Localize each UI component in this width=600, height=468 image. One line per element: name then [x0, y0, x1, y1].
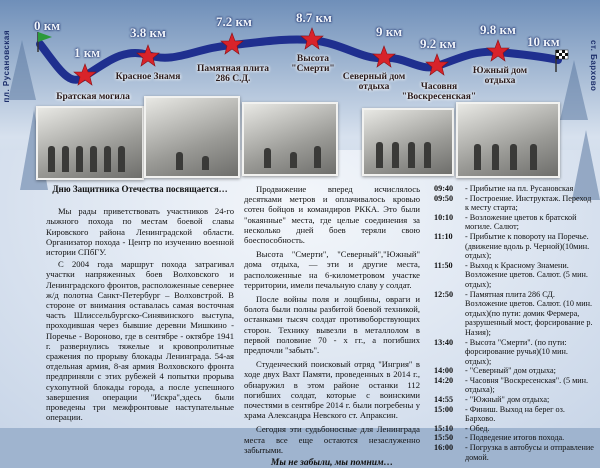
km-mark: 9 км: [376, 24, 403, 39]
place-label: Часовня "Воскресенская": [401, 82, 477, 102]
schedule-time: 09:50: [434, 193, 454, 203]
schedule-row: [434, 443, 596, 462]
schedule-row: [434, 194, 596, 213]
star-icon: [137, 45, 159, 66]
km-mark: 8.7 км: [296, 10, 332, 25]
schedule-text: - Прибытие к повороту на Поречье. (движение вдоль р. Черной)(10мин. отдых);: [465, 231, 590, 261]
star-icon: [426, 54, 448, 75]
middle-paragraph: Сегодня эти судьбоносные для Ленинграда места все еще остаются незаслуженно забытыми.: [244, 424, 420, 455]
star-icon: [487, 40, 509, 61]
historical-photo: [456, 102, 560, 178]
schedule-row: [434, 261, 596, 290]
schedule-time: 11:10: [434, 231, 453, 241]
schedule-row: [434, 433, 596, 443]
schedule-text: - Обед.: [465, 423, 490, 433]
route-start-label: пл. Русановская: [2, 30, 11, 103]
middle-paragraph: После войны поля и лощбины, овраги и болота были полны разбитой боевой техникой, останками тысяч солдат противоборствующих сторон. Технику вывезли в металлолом в первой половине 70 - х гг., а погибших предпочли "забыть".: [244, 294, 420, 356]
schedule-row: [434, 338, 596, 367]
middle-column: [244, 184, 420, 468]
historical-photo: [362, 108, 454, 176]
closing-line: Мы не забыли, мы помним…: [270, 458, 394, 468]
schedule-time: 15:50: [434, 433, 454, 443]
historical-photo: [242, 102, 338, 176]
km-mark: 3.8 км: [130, 25, 166, 40]
schedule-text: - "Северный" дом отдыха;: [465, 366, 556, 376]
historical-photo: [144, 96, 240, 178]
middle-paragraph: Студенческий поисковый отряд "Ингрия" в ходе двух Вахт Памяти, проведенных в 2014 г., обнаружил в этом районе останки 112 погибших солдат, которые с воинскими почестями в сентябре 2014 г. были погребены у храма Александра Невского ст. Апраксин.: [244, 359, 420, 421]
dedication-heading: Дню Защитника Отечества посвящается…: [52, 184, 228, 194]
schedule-text: - Погрузка в автобусы и отправление домой.: [465, 443, 594, 462]
place-label: Братская могила: [56, 92, 130, 102]
schedule-text: - Возложение цветов к братской могиле. Салют;: [465, 212, 577, 232]
schedule-text: - Прибытие на пл. Русановская: [465, 184, 574, 193]
schedule-row: [434, 395, 596, 405]
historical-photo: [36, 106, 144, 180]
left-column: [46, 184, 234, 422]
schedule-time: 14:55: [434, 395, 454, 405]
star-icon: [373, 46, 395, 67]
km-mark: 10 км: [527, 34, 560, 49]
middle-paragraph: Продвижение вперед исчислялось десятками метров и оплачивалось кровью сотен бойцов и командиров РККА. Это были "окаянные" места, где целые соединения за несколько дней боев теряли свою боеспособность.: [244, 184, 420, 246]
place-label: Южный дом отдыха: [472, 66, 528, 86]
place-label: Памятная плита 286 С.Д.: [197, 64, 269, 84]
schedule-text: - Высота "Смерти". (по пути: форсирование ручья)(10 мин. отдых);: [465, 337, 568, 366]
schedule-time: 16:00: [434, 443, 454, 453]
km-mark: 1 км: [74, 45, 101, 60]
schedule-time: 09:40: [434, 184, 454, 193]
place-label: Красное Знамя: [115, 72, 181, 82]
place-label: Северный дом отдыха: [342, 72, 406, 92]
schedule-text: - "Южный" дом отдыха;: [465, 395, 550, 405]
place-label: Высота "Смерти": [291, 54, 335, 74]
schedule-row: [434, 184, 596, 194]
schedule-time: 12:50: [434, 289, 454, 299]
schedule-time: 15:00: [434, 404, 454, 414]
schedule-row: [434, 366, 596, 376]
km-mark: 0 км: [34, 18, 61, 33]
schedule-text: - Финиш. Выход на берег оз. Бархово.: [465, 404, 565, 424]
schedule-time: 10:10: [434, 212, 454, 222]
star-icon: [301, 28, 323, 49]
history-paragraph: С 2004 года маршрут похода затрагивал участки напряженных боев Волховского и Ленинградского фронтов, расположенные севернее ж/д полотна Санкт-Петербург – Волховстрой. В стороне от внимания оставалась самая восточная часть Шлиссельбургско-Синявинского выступа, проходившая через бывшие деревни Мишкино - Поречье - Вороново, где в сентябре - октябре 1941 г. развернулись тяжелые и кровопролитные сражения по прорыву блокады Ленинграда. 54-ая отдельная армия, 8-ая армия Волховского фронта предприняли с этих рубежей 4 попытки прорыва сухопутной блокады города, а после успешного завершения операции "Искра",здесь были проведены три межфронтовые наступательные операции.: [46, 259, 234, 423]
schedule-row: [434, 290, 596, 338]
intro-paragraph: Мы рады приветствовать участников 24-го лыжного похода по местам боевой славы Кировского района Ленинградской области. Организатор похода - Центр по изучению военной истории СПбГУ.: [46, 206, 234, 258]
km-mark: 9.8 км: [480, 22, 516, 37]
star-icon: [221, 33, 243, 54]
schedule-text: - Построение. Инструктаж. Переход к месту старта;: [465, 193, 592, 213]
route-end-label: ст. Бархово: [589, 40, 598, 92]
schedule-row: [434, 213, 596, 232]
schedule-row: [434, 405, 596, 424]
schedule-time: 14:20: [434, 375, 454, 385]
schedule-time: 14:00: [434, 366, 454, 376]
schedule-text: - Выход к Красному Знамени. Возложение цветов. Салют. (5 мин. отдых);: [465, 260, 588, 289]
schedule-time: 15:10: [434, 423, 454, 433]
schedule-time: 13:40: [434, 337, 454, 347]
schedule-text: - Часовня "Воскресенская". (5 мин. отдыха);: [465, 375, 589, 395]
km-mark: 9.2 км: [420, 36, 456, 51]
schedule-text: - Памятная плита 286 СД. Возложение цветов. Салют. (10 мин. отдых)(по пути: домик Фермера, разрушенный мост, форсирование р. Назия);: [465, 289, 593, 337]
km-mark: 7.2 км: [216, 14, 252, 29]
schedule-row: [434, 424, 596, 434]
schedule-time: 11:50: [434, 260, 453, 270]
schedule-row: [434, 376, 596, 395]
middle-paragraph: Высота "Смерти", "Северный","Южный" дома отдыха, — эти и другие места, расположенные на 6-километровом участке территории, имели печальную славу у солдат.: [244, 249, 420, 290]
schedule-row: [434, 232, 596, 261]
schedule-text: - Подведение итогов похода.: [465, 433, 565, 443]
schedule: [434, 184, 596, 462]
